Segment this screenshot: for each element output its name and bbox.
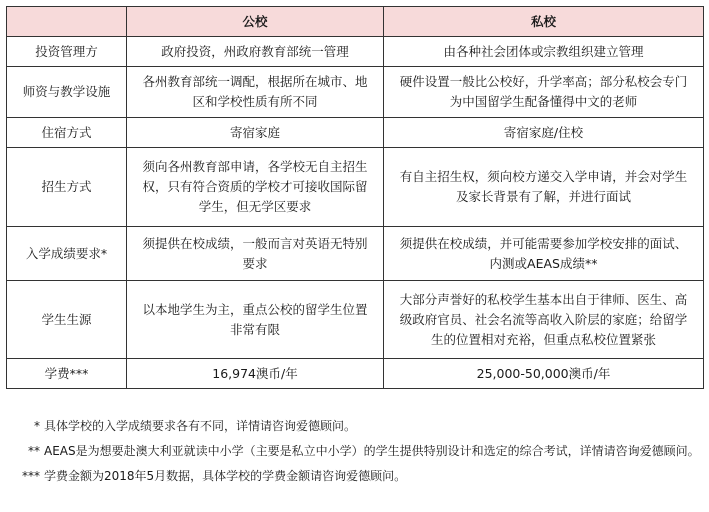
table-row [7, 37, 704, 67]
table-row [7, 227, 704, 281]
footnote-mark: * [34, 419, 40, 433]
footnote-mark: *** [22, 469, 40, 483]
public-cell: 政府投资，州政府教育部统一管理 [127, 37, 384, 67]
private-cell: 大部分声誉好的私校学生基本出自于律师、医生、高级政府官员、社会名流等高收入阶层的家庭；给留学生的位置相对充裕，但重点私校位置紧张 [384, 281, 704, 359]
footnote [6, 416, 703, 437]
private-cell: 有自主招生权，须向校方递交入学申请，并会对学生及家长背景有了解，并进行面试 [384, 148, 704, 227]
private-cell: 须提供在校成绩，并可能需要参加学校安排的面试、内测或AEAS成绩** [384, 227, 704, 281]
row-label: 招生方式 [7, 148, 127, 227]
private-cell: 25,000-50,000澳币/年 [384, 359, 704, 389]
footnote [6, 441, 703, 462]
public-cell: 须提供在校成绩，一般而言对英语无特别要求 [127, 227, 384, 281]
footnote-mark: ** [28, 444, 40, 458]
private-cell: 硬件设置一般比公校好，升学率高；部分私校会专门为中国留学生配备懂得中文的老师 [384, 67, 704, 118]
public-cell: 寄宿家庭 [127, 118, 384, 148]
table-row [7, 148, 704, 227]
footnote-text: 学费金额为2018年5月数据，具体学校的学费金额请咨询爱德顾问。 [44, 469, 407, 483]
footnote-text: AEAS是为想要赴澳大利亚就读中小学（主要是私立中小学）的学生提供特别设计和选定的综合考试，详情请咨询爱德顾问。 [44, 444, 700, 458]
table-row [7, 67, 704, 118]
footnotes [6, 416, 703, 487]
row-label: 学生生源 [7, 281, 127, 359]
public-cell: 以本地学生为主，重点公校的留学生位置非常有限 [127, 281, 384, 359]
row-label: 住宿方式 [7, 118, 127, 148]
private-cell: 由各种社会团体或宗教组织建立管理 [384, 37, 704, 67]
table-row [7, 359, 704, 389]
private-cell: 寄宿家庭/住校 [384, 118, 704, 148]
row-label: 师资与教学设施 [7, 67, 127, 118]
public-cell: 16,974澳币/年 [127, 359, 384, 389]
header-public-school: 公校 [127, 7, 384, 37]
public-cell: 各州教育部统一调配，根据所在城市、地区和学校性质有所不同 [127, 67, 384, 118]
row-label: 学费*** [7, 359, 127, 389]
header-blank [7, 7, 127, 37]
row-label: 投资管理方 [7, 37, 127, 67]
table-row [7, 118, 704, 148]
header-private-school: 私校 [384, 7, 704, 37]
public-cell: 须向各州教育部申请，各学校无自主招生权，只有符合资质的学校才可接收国际留学生，但无学区要求 [127, 148, 384, 227]
comparison-table [6, 6, 704, 389]
table-header-row [7, 7, 704, 37]
row-label: 入学成绩要求* [7, 227, 127, 281]
footnote-text: 具体学校的入学成绩要求各有不同，详情请咨询爱德顾问。 [44, 419, 357, 433]
footnote [6, 466, 703, 487]
table-row [7, 281, 704, 359]
